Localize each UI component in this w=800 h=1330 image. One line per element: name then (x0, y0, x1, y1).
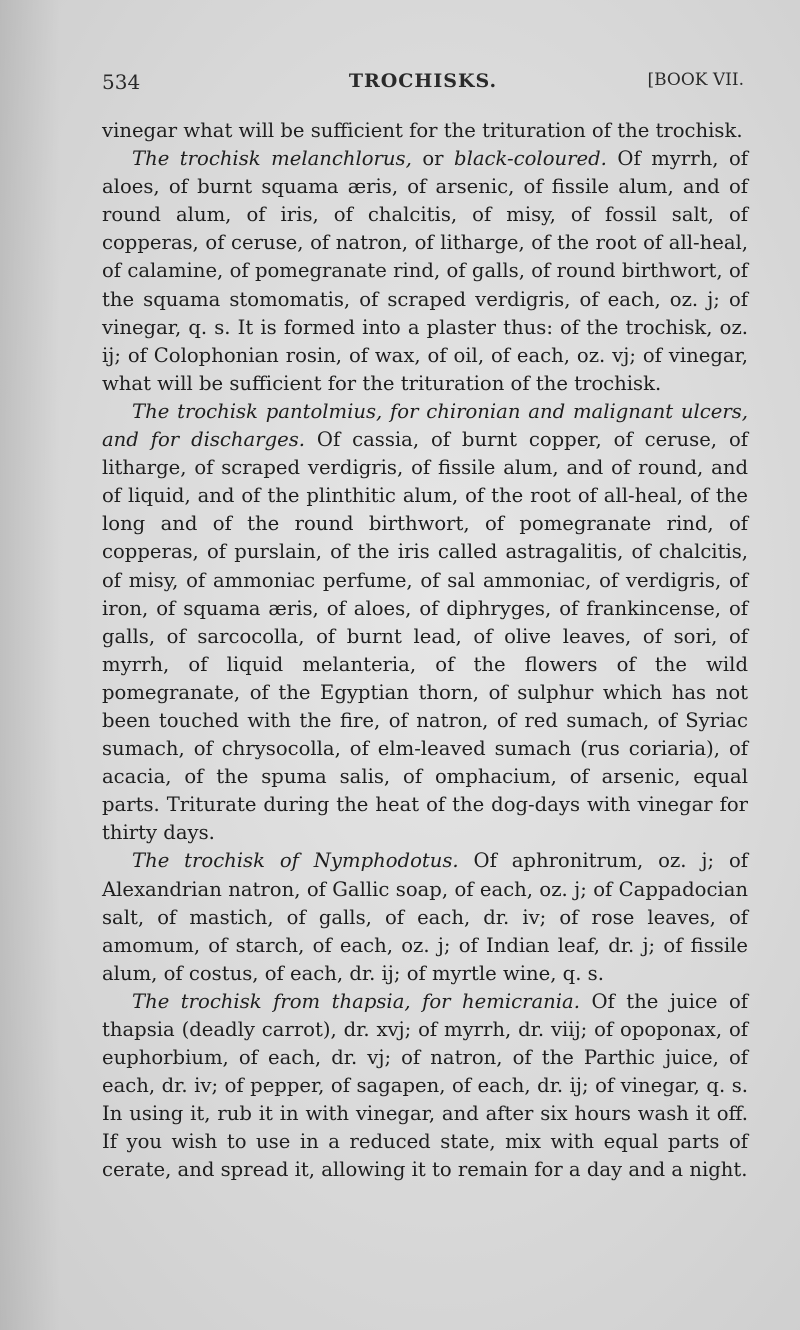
spine-shadow (0, 0, 60, 1330)
body-text (102, 117, 748, 1185)
running-header (102, 70, 744, 100)
recipe-subtitle: black-coloured. (454, 147, 607, 171)
paragraph-text: Of myrrh, of aloes, of burnt squama æris, of arsenic, of fissile alum, and of round alum, of iris, of chalcitis, of misy, of fossil salt, of copperas, of ceruse, of natron, of litharge, of the root of all-heal, of calamine, of pomegranate rind, of galls, of round birthwort, of the squama stomomatis, of scraped verdigris, of each, oz. j; of vinegar, q. s. It is formed into a plaster thus: of the trochisk, oz. ij; of Colophonian rosin, of wax, of oil, of each, oz. vj; of vinegar, what will be sufficient for the trituration of the trochisk. (102, 147, 749, 395)
recipe-title: The trochisk melanchlorus, (132, 147, 412, 171)
paragraph-text: Of aphronitrum, oz. j; of Alexandrian natron, of Gallic soap, of each, oz. j; of Cappadocian salt, of mastich, of galls, of each, dr. iv; of rose leaves, of amomum, of starch, of each, oz. j; of Indian leaf, dr. j; of fissile alum, of costus, of each, dr. ij; of myrtle wine, q. s. (102, 849, 748, 985)
paragraph-pantolmius (102, 398, 748, 848)
paragraph-nymphodotus (102, 847, 748, 987)
paragraph-text: vinegar what will be sufficient for the trituration of the trochisk. (102, 119, 743, 142)
paragraph-melanchlorus (102, 145, 748, 398)
book-reference: [BOOK VII. (647, 70, 744, 90)
paragraph-continuation (102, 117, 748, 145)
paragraph-text: Of cassia, of burnt copper, of ceruse, of litharge, of scraped verdigris, of fissile alum, and of round, and of liquid, and of the plinthitic alum, of the root of all-heal, of the long and of the round birthwort, of pomegranate rind, of copperas, of purslain, of the iris called astragalitis, of chalcitis, of misy, of ammoniac perfume, of sal ammoniac, of verdigris, of iron, of squama æris, of aloes, of diphryges, of frankincense, of galls, of sarcocolla, of burnt lead, of olive leaves, of sori, of myrrh, of liquid melanteria, of the flowers of the wild pomegranate, of the Egyptian thorn, of sulphur which has not been touched with the fire, of natron, of red sumach, of Syriac sumach, of chrysocolla, of elm-leaved sumach (rus coriaria), of acacia, of the spuma salis, of omphacium, of arsenic, equal parts. Triturate during the heat of the dog-days with vinegar for thirty days. (102, 428, 748, 845)
recipe-title: The trochisk of Nymphodotus. (132, 849, 459, 873)
paragraph-text: Of the juice of thapsia (deadly carrot), dr. xvj; of myrrh, dr. viij; of opoponax, of euphorbium, of each, dr. vj; of natron, of the Parthic juice, of each, dr. iv; of pepper, of sagapen, of each, dr. ij; of vinegar, q. s. In using it, rub it in with vinegar, and after six hours wash it off. If you wish to use in a reduced state, mix with equal parts of cerate, and spread it, allowing it to remain for a day and a night. (102, 989, 748, 1182)
recipe-title: The trochisk from thapsia, for hemicrania. (132, 989, 580, 1013)
paragraph-thapsia (102, 988, 748, 1185)
running-title: TROCHISKS. (348, 70, 498, 92)
recipe-title: The trochisk pantolmius, for chironian and malignant ulcers, and for discharges. (102, 399, 748, 452)
page-number: 534 (102, 70, 141, 94)
title-connector: or (411, 147, 455, 171)
